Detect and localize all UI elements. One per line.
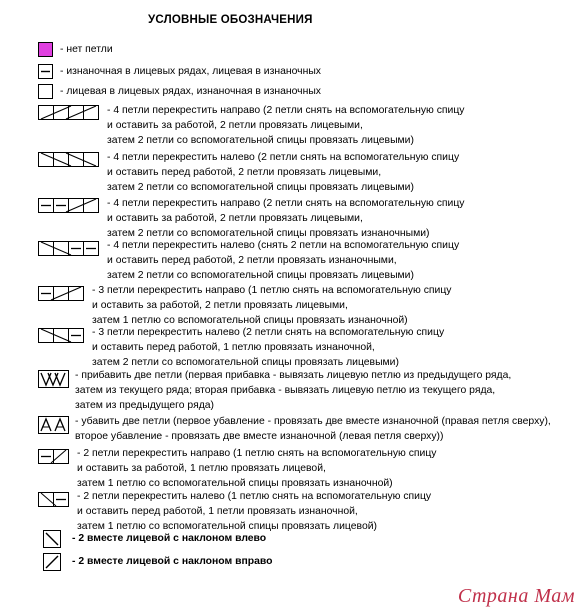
- no-stitch-symbol-icon: [38, 42, 54, 58]
- legend-text: и оставить перед работой, 2 петли провязать изнаночными,: [107, 255, 397, 266]
- decrease-two-symbol-icon: [38, 416, 72, 436]
- cable-4-left-purl-symbol-icon: [38, 241, 102, 257]
- no-stitch-fill: [39, 43, 53, 57]
- legend-text: - 2 вместе лицевой с наклоном вправо: [72, 556, 273, 567]
- page-title: УСЛОВНЫЕ ОБОЗНАЧЕНИЯ: [148, 14, 313, 26]
- knit-symbol-icon: [38, 84, 54, 100]
- legend-text: - 2 петли перекрестить направо (1 петлю снять на вспомогательную спицу: [77, 448, 437, 459]
- legend-text: - 4 петли перекрестить направо (2 петли снять на вспомогательную спицу: [107, 105, 465, 116]
- legend-text: - убавить две петли (первое убавление - провязать две вместе изнаночной (правая петля сверху),: [75, 416, 551, 427]
- legend-text: - 3 петли перекрестить налево (2 петли снять на вспомогательную спицу: [92, 327, 445, 338]
- legend-text: - 3 петли перекрестить направо (1 петлю снять на вспомогательную спицу: [92, 285, 452, 296]
- legend-text: затем 1 петлю со вспомогательной спицы провязать изнаночной): [92, 315, 408, 326]
- legend-text: - нет петли: [60, 44, 113, 55]
- cable-4-right-symbol-icon: [38, 105, 102, 121]
- legend-text: затем 2 петли со вспомогательной спицы провязать изнаночными): [107, 228, 430, 239]
- legend-text: и оставить за работой, 1 петлю провязать лицевой,: [77, 463, 326, 474]
- watermark: Страна Мам: [457, 585, 575, 607]
- legend-text: и оставить перед работой, 1 петли провязать изнаночной,: [77, 506, 358, 517]
- cable-4-left-symbol-icon: [38, 152, 102, 168]
- legend-text: - лицевая в лицевых рядах, изнаночная в изнаночных: [60, 86, 321, 97]
- purl-symbol-icon: [38, 64, 54, 80]
- legend-text: - 4 петли перекрестить налево (снять 2 петли на вспомогательную спицу: [107, 240, 460, 251]
- legend-text: затем 2 петли со вспомогательной спицы провязать лицевыми): [107, 182, 414, 193]
- legend-text: и оставить перед работой, 2 петли провязать лицевыми,: [107, 167, 382, 178]
- legend-text: - 2 вместе лицевой с наклоном влево: [72, 533, 267, 544]
- k2tog-left-symbol-icon: [43, 530, 63, 550]
- legend-text: - прибавить две петли (первая прибавка - вывязать лицевую петлю из предыдущего ряда,: [75, 370, 512, 381]
- legend-text: затем 1 петлю со вспомогательной спицы провязать изнаночной): [77, 478, 393, 489]
- legend-text: затем 2 петли со вспомогательной спицы провязать лицевыми): [107, 135, 414, 146]
- legend-text: затем 2 петли со вспомогательной спицы провязать лицевыми): [92, 357, 399, 368]
- legend-text: - изнаночная в лицевых рядах, лицевая в изнаночных: [60, 66, 321, 77]
- increase-two-symbol-icon: [38, 370, 72, 390]
- k2tog-right-symbol-icon: [43, 553, 63, 573]
- cable-3-right-symbol-icon: [38, 286, 86, 302]
- legend-text: - 4 петли перекрестить налево (2 петли снять на вспомогательную спицу: [107, 152, 460, 163]
- cable-4-right-purl-symbol-icon: [38, 198, 102, 214]
- legend-text: - 2 петли перекрестить налево (1 петлю снять на вспомогательную спицу: [77, 491, 432, 502]
- legend-text: и оставить за работой, 2 петли провязать лицевыми,: [107, 120, 363, 131]
- cable-2-left-symbol-icon: [38, 492, 72, 508]
- legend-text: затем из предыдущего ряда): [75, 400, 214, 411]
- legend-text: и оставить за работой, 2 петли провязать лицевыми,: [92, 300, 348, 311]
- cable-3-left-symbol-icon: [38, 328, 86, 344]
- legend-text: затем 1 петлю со вспомогательной спицы провязать лицевой): [77, 521, 377, 532]
- legend-text: - 4 петли перекрестить направо (2 петли снять на вспомогательную спицу: [107, 198, 465, 209]
- legend-text: затем 2 петли со вспомогательной спицы провязать лицевыми): [107, 270, 414, 281]
- cable-2-right-symbol-icon: [38, 449, 72, 465]
- legend-text: затем из текущего ряда; вторая прибавка - вывязать лицевую петлю из текущего ряда,: [75, 385, 496, 396]
- legend-text: и оставить за работой, 2 петли провязать лицевыми,: [107, 213, 363, 224]
- legend-text: второе убавление - провязать две вместе изнаночной (левая петля сверху)): [75, 431, 444, 442]
- legend-text: и оставить перед работой, 1 петлю провязать изнаночной,: [92, 342, 375, 353]
